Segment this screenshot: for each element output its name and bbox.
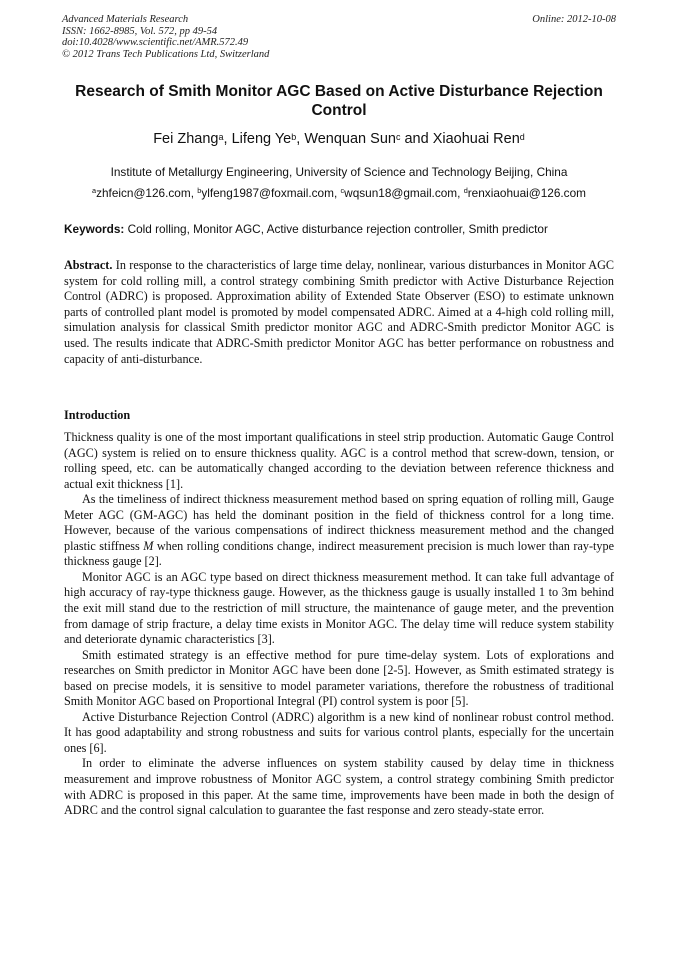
- stiffness-symbol: M: [143, 538, 154, 553]
- author-name: Wenquan Sun: [304, 131, 396, 147]
- affiliation: Institute of Metallurgy Engineering, University of Science and Technology Beijing, China: [110, 165, 568, 179]
- section-heading-introduction: Introduction: [64, 408, 131, 422]
- author-sup: b: [291, 131, 297, 142]
- email-separator: ,: [333, 186, 341, 200]
- paragraph: [64, 492, 614, 570]
- email-address[interactable]: zhfeicn@126.com: [96, 186, 191, 200]
- keywords-text: Cold rolling, Monitor AGC, Active disturbance rejection controller, Smith predictor: [127, 222, 548, 236]
- paragraph: Monitor AGC is an AGC type based on direct thickness measurement method. It can take full advantage of high accuracy of ray-type thickness gauge. However, as the thickness gauge is usually installed 1 to 3m behind the exit mill stand due to the restriction of mill structure, the maintenance of gauge meter, and the prevention from damage of strip fracture, a delay time exists in Monitor AGC. The delay time will reduce system stability and deteriorate dynamic characteristics [3].: [64, 569, 614, 647]
- paragraph-text: when rolling conditions change, indirect measurement precision is much lower than ray-type thickness gauge [2].: [64, 538, 614, 569]
- paragraph: In order to eliminate the adverse influences on system stability caused by delay time in thickness measurement and improve robustness of Monitor AGC system, a control strategy combining Smith predictor with ADRC is proposed in this paper. At the same time, improvements have been made in both the design of ADRC and the control signal calculation to guarantee the fast response and zero steady-state error.: [64, 756, 614, 818]
- author-separator: ,: [296, 131, 305, 147]
- email-address[interactable]: ylfeng1987@foxmail.com: [201, 186, 334, 200]
- paper-title: Research of Smith Monitor AGC Based on Active Disturbance Rejection Control: [75, 83, 603, 119]
- abstract-text: In response to the characteristics of large time delay, nonlinear, various disturbances in Monitor AGC system for cold rolling mill, a control strategy combining Smith predictor with Active Disturbance Rejection Control (ADRC) is proposed. Approximation ability of Extended State Observer (ESO) to estimate unknown parts of controlled plant model is promoted by model compensated ADRC. Aimed at a 4-high cold rolling mill, simulation analysis for classical Smith predictor monitor AGC and ADRC-Smith predictor Monitor AGC is used. The results indicate that ADRC-Smith predictor Monitor AGC has better performance on robustness and capacity of anti-disturbance.: [64, 258, 615, 366]
- author-separator: ,: [223, 131, 232, 147]
- keywords-label: Keywords:: [64, 222, 125, 236]
- online-date: Online: 2012-10-08: [532, 14, 616, 25]
- email-list: [30, 186, 648, 200]
- author-sup: c: [395, 131, 401, 142]
- email-separator: ,: [190, 186, 198, 200]
- journal-header: [62, 14, 616, 60]
- copyright-line: © 2012 Trans Tech Publications Ltd, Switzerland: [62, 48, 270, 60]
- email-separator: ,: [457, 186, 464, 200]
- author-name: Lifeng Ye: [231, 131, 292, 147]
- author-name: Fei Zhang: [153, 131, 219, 147]
- introduction-body: [64, 430, 614, 819]
- journal-name: Advanced Materials Research: [62, 14, 189, 25]
- email-sup: d: [463, 186, 468, 196]
- email-address[interactable]: renxiaohuai@126.com: [467, 186, 586, 200]
- author-sup: a: [218, 131, 224, 142]
- email-sup: c: [340, 186, 345, 196]
- doi-line: doi:10.4028/www.scientific.net/AMR.572.49: [62, 37, 249, 48]
- paragraph: Thickness quality is one of the most important qualifications in steel strip production. Automatic Gauge Control (AGC) system is relied on to ensure thickness quality. AGC is a control method that screw-down, tension, or rolling speed, etc. can be automatically changed according to the deviation between reference thickness and actual exit thickness [1].: [64, 430, 614, 491]
- email-sup: b: [197, 186, 202, 196]
- paragraph-text: As the timeliness of indirect thickness measurement method based on spring equation of rolling mill, Gauge Meter AGC (GM-AGC) has held the dominant position in the field of thickness control for a long time. However, because of the various compensations of indirect thickness measurement method and the changed plastic stiffness: [64, 492, 614, 553]
- paragraph: Active Disturbance Rejection Control (ADRC) algorithm is a new kind of nonlinear robust control method. It has good adaptability and strong robustness and suits for various control plants, especially for the uncertain ones [6].: [64, 709, 614, 755]
- email-sup: a: [92, 186, 97, 196]
- issn-line: ISSN: 1662-8985, Vol. 572, pp 49-54: [62, 25, 218, 37]
- author-list: [40, 130, 638, 148]
- email-address[interactable]: wqsun18@gmail.com: [344, 186, 458, 200]
- paragraph: Smith estimated strategy is an effective method for pure time-delay system. Lots of explorations and researches on Smith predictor in Monitor AGC have been done [2-5]. However, as Smith estimated strategy is based on precise models, it is sensitive to model parameter variations, therefore the robustness of traditional Smith Monitor AGC based on Proportional Integral (PI) control system is poor [5].: [64, 647, 614, 709]
- keywords: [64, 222, 614, 236]
- author-name: Xiaohuai Ren: [432, 131, 520, 147]
- abstract-label: Abstract.: [64, 258, 113, 272]
- author-separator: and: [400, 131, 433, 147]
- abstract: [64, 258, 614, 367]
- author-sup: d: [519, 131, 525, 142]
